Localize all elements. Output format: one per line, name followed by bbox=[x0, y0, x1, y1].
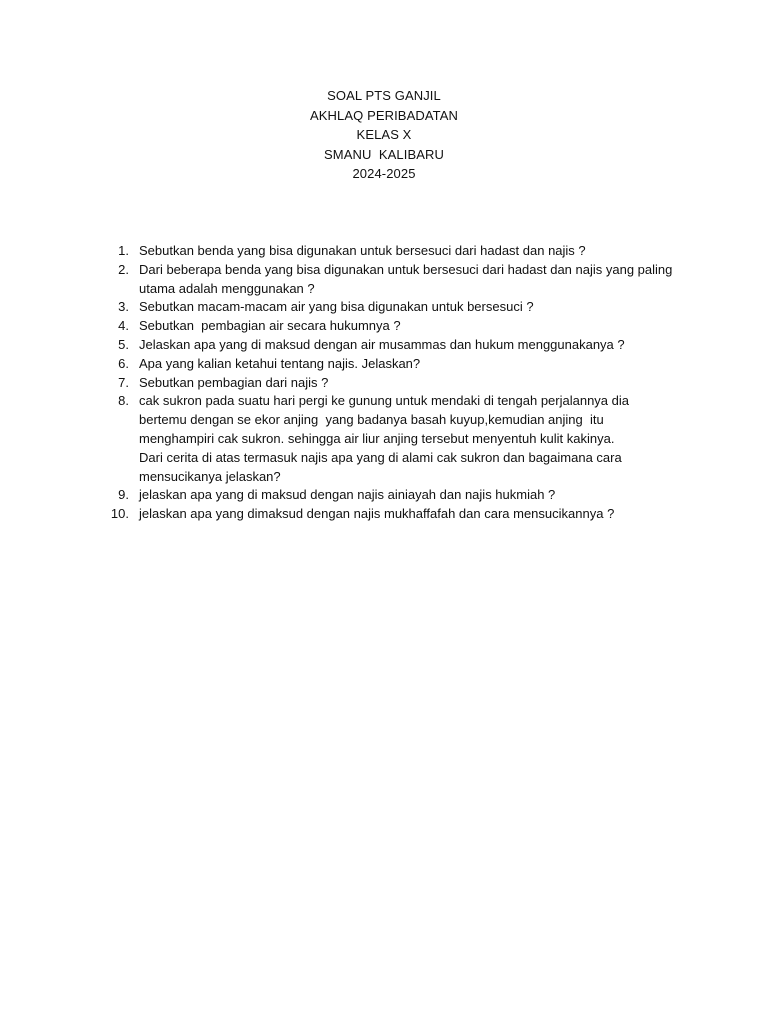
subject-title: AKHLAQ PERIBADATAN bbox=[310, 107, 458, 123]
question-text: Sebutkan pembagian dari najis ? bbox=[139, 374, 329, 390]
question-item bbox=[108, 317, 688, 336]
question-item bbox=[108, 336, 688, 355]
question-number: 5. bbox=[118, 336, 129, 352]
question-text: jelaskan apa yang dimaksud dengan najis mukhaffafah dan cara mensucikannya ? bbox=[139, 506, 615, 522]
question-text: bertemu dengan se ekor anjing yang badanya basah kuyup,kemudian anjing itu bbox=[139, 412, 604, 428]
question-number: 2. bbox=[118, 261, 129, 277]
exam-title: SOAL PTS GANJIL bbox=[327, 88, 441, 103]
question-number: 8. bbox=[118, 393, 129, 409]
question-item bbox=[108, 374, 688, 393]
question-number: 10. bbox=[110, 506, 129, 522]
question-number: 6. bbox=[118, 355, 129, 371]
document-header bbox=[0, 86, 768, 184]
question-number: 1. bbox=[118, 243, 129, 258]
question-number: 3. bbox=[118, 299, 129, 315]
school-name: SMANU KALIBARU bbox=[324, 146, 444, 162]
question-text: utama adalah menggunakan ? bbox=[139, 280, 315, 296]
question-text: cak sukron pada suatu hari pergi ke gunung untuk mendaki di tengah perjalannya dia bbox=[139, 393, 630, 409]
question-item bbox=[108, 298, 688, 317]
question-text: menghampiri cak sukron. sehingga air liur anjing tersebut menyentuh kulit kakinya. bbox=[139, 430, 615, 446]
question-text: mensucikanya jelaskan? bbox=[139, 468, 281, 484]
question-text: Sebutkan pembagian air secara hukumnya ? bbox=[139, 318, 401, 334]
question-number: 7. bbox=[118, 374, 129, 390]
question-item bbox=[108, 505, 688, 524]
question-number: 9. bbox=[118, 487, 129, 503]
question-text: Dari beberapa benda yang bisa digunakan untuk bersesuci dari hadast dan najis yang paling bbox=[139, 261, 673, 277]
question-text: Sebutkan macam-macam air yang bisa digunakan untuk bersesuci ? bbox=[139, 299, 534, 315]
question-item bbox=[108, 242, 688, 261]
question-text: Sebutkan benda yang bisa digunakan untuk bersesuci dari hadast dan najis ? bbox=[139, 243, 586, 258]
question-list bbox=[108, 242, 688, 524]
question-item bbox=[108, 355, 688, 374]
question-item bbox=[108, 261, 688, 299]
academic-year: 2024-2025 bbox=[352, 166, 416, 181]
class-label: KELAS X bbox=[356, 127, 412, 142]
question-text: Jelaskan apa yang di maksud dengan air musammas dan hukum menggunakanya ? bbox=[139, 336, 625, 352]
question-item bbox=[108, 486, 688, 505]
question-text: jelaskan apa yang di maksud dengan najis ainiayah dan najis hukmiah ? bbox=[139, 487, 556, 503]
question-text: Dari cerita di atas termasuk najis apa yang di alami cak sukron dan bagaimana cara bbox=[139, 449, 622, 465]
question-text: Apa yang kalian ketahui tentang najis. Jelaskan? bbox=[139, 355, 421, 371]
question-number: 4. bbox=[118, 318, 129, 334]
question-item bbox=[108, 392, 688, 486]
